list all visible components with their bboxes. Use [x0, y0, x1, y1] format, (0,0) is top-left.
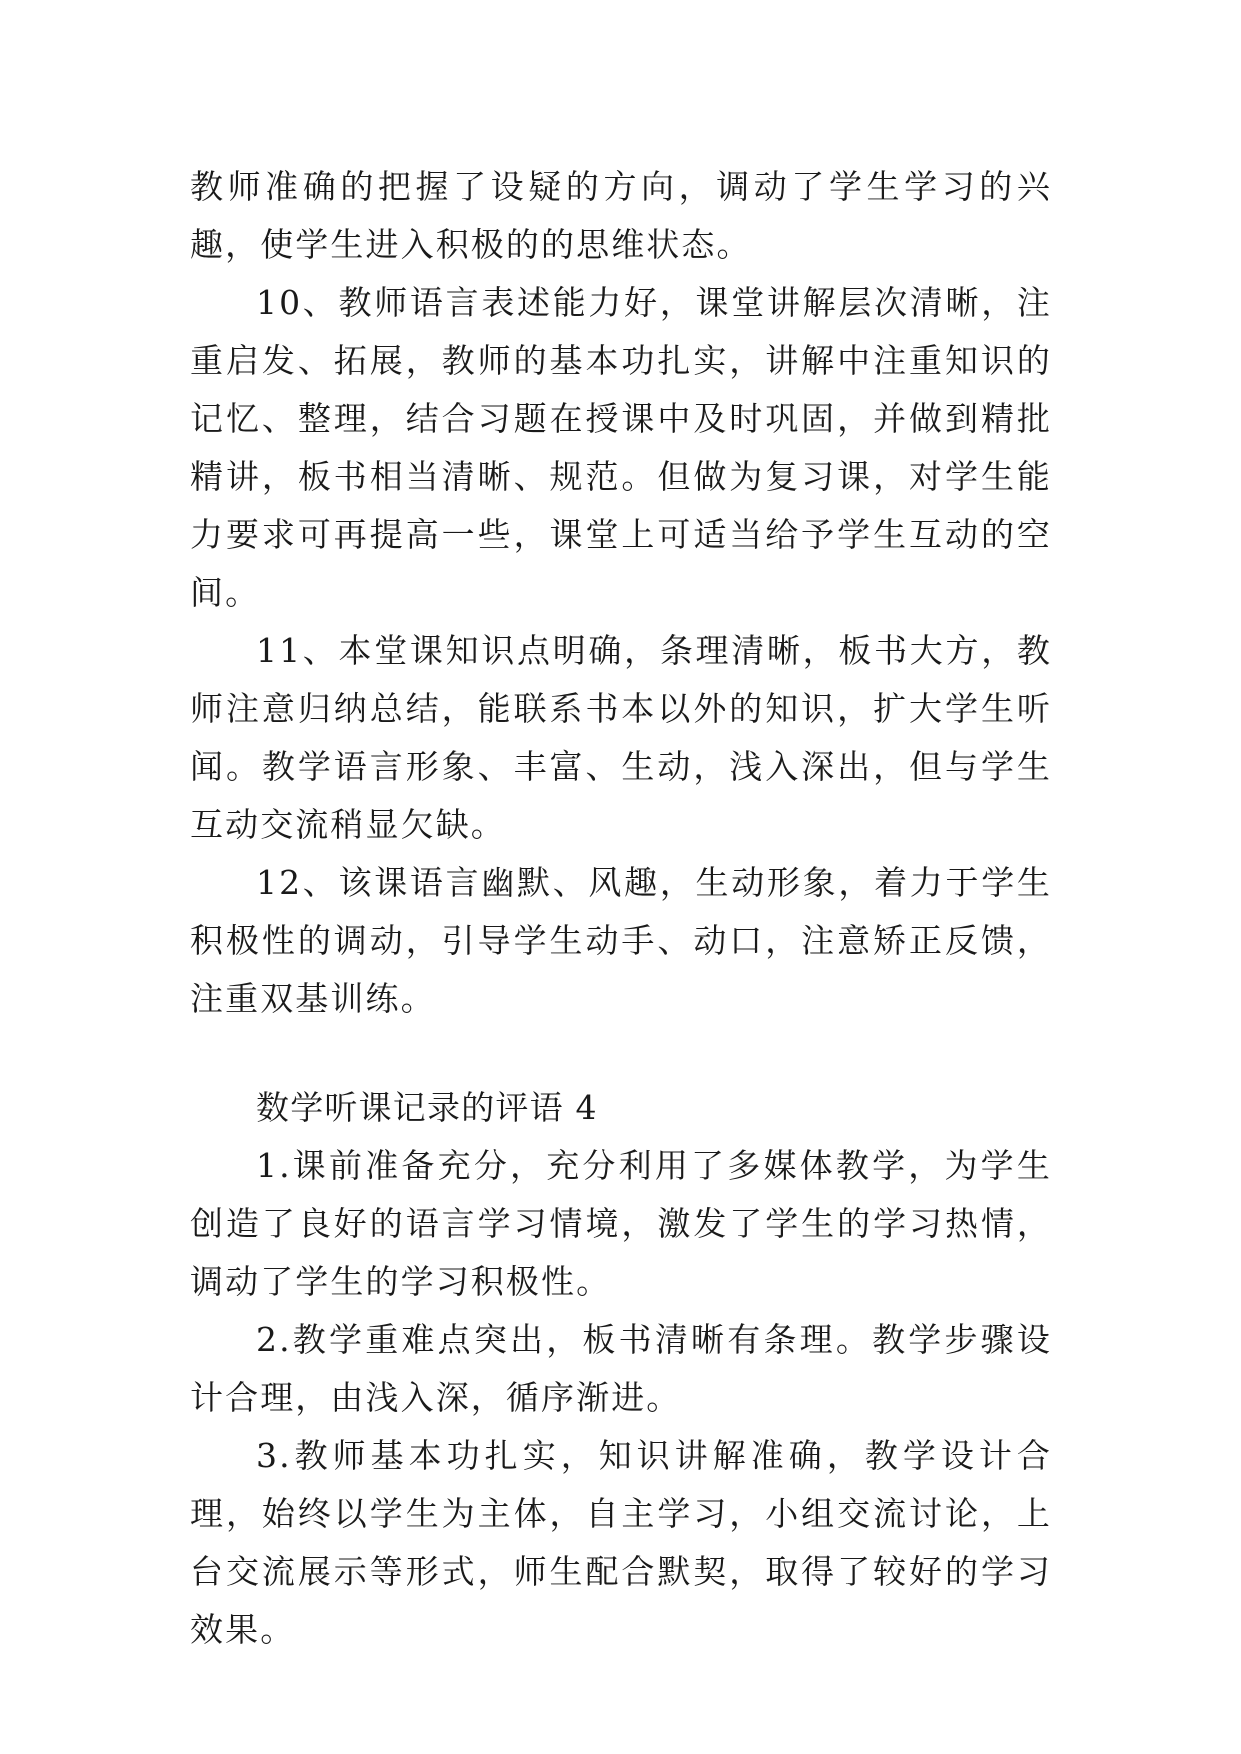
- paragraph-item-3: 3.教师基本功扎实，知识讲解准确，教学设计合理，始终以学生为主体，自主学习，小组交流讨论，上台交流展示等形式，师生配合默契，取得了较好的学习效果。: [190, 1436, 1052, 1649]
- paragraph-comment-10: 10、教师语言表述能力好，课堂讲解层次清晰，注重启发、拓展，教师的基本功扎实，讲解中注重知识的记忆、整理，结合习题在授课中及时巩固，并做到精批精讲，板书相当清晰、规范。但做为复习课，对学生能力要求可再提高一些，课堂上可适当给予学生互动的空间。: [190, 283, 1052, 612]
- section-spacer: [190, 1028, 1052, 1079]
- section-heading: 数学听课记录的评语 4: [256, 1088, 598, 1127]
- paragraph-continuation: 教师准确的把握了设疑的方向，调动了学生学习的兴趣，使学生进入积极的的思维状态。: [190, 167, 1052, 264]
- paragraph-item-1: 1.课前准备充分，充分利用了多媒体教学，为学生创造了良好的语言学习情境，激发了学生的学习热情，调动了学生的学习积极性。: [190, 1146, 1052, 1301]
- paragraph-comment-11: 11、本堂课知识点明确，条理清晰，板书大方，教师注意归纳总结，能联系书本以外的知识，扩大学生听闻。教学语言形象、丰富、生动，浅入深出，但与学生互动交流稍显欠缺。: [190, 631, 1052, 844]
- paragraph-comment-12: 12、该课语言幽默、风趣，生动形象，着力于学生积极性的调动，引导学生动手、动口，注意矫正反馈，注重双基训练。: [190, 863, 1052, 1018]
- document-body: [190, 158, 1052, 1659]
- paragraph-item-2: 2.教学重难点突出，板书清晰有条理。教学步骤设计合理，由浅入深，循序渐进。: [190, 1320, 1052, 1417]
